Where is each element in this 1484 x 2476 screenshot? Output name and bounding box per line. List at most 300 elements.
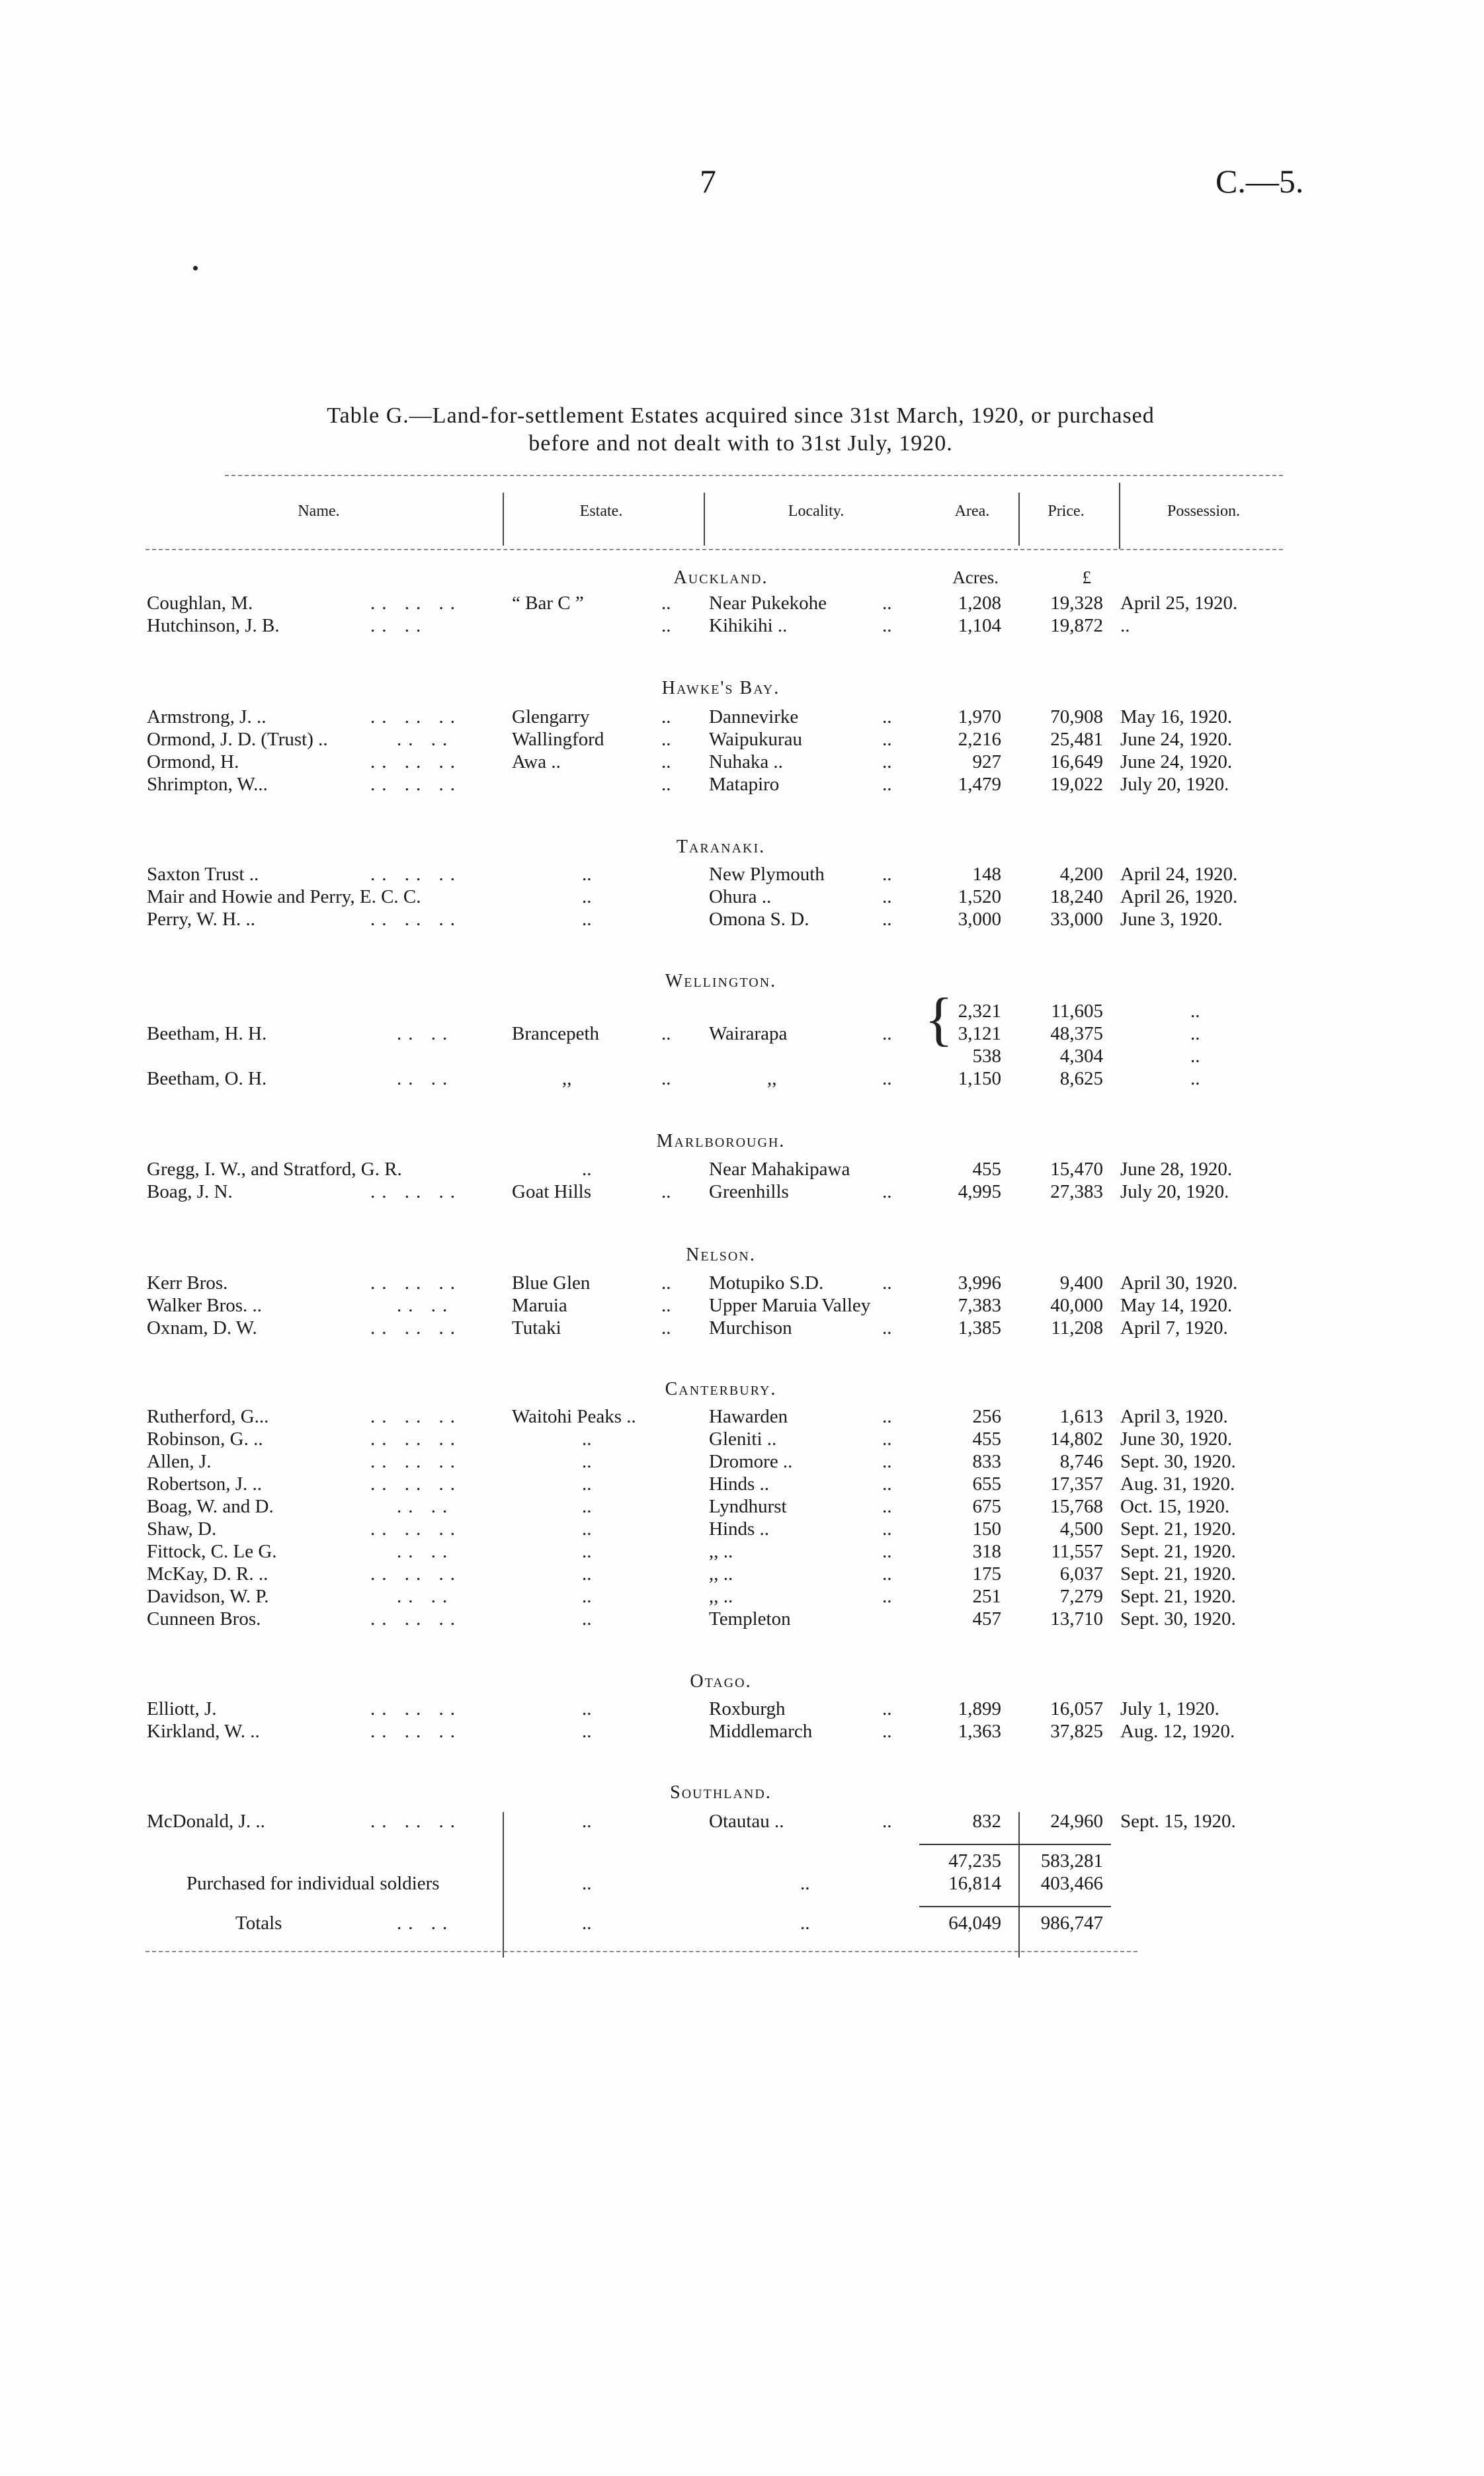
leader-dots: .. ..: [397, 1913, 454, 1934]
cell-possession: Sept. 30, 1920.: [1120, 1608, 1236, 1630]
header-top-rule: [225, 475, 1283, 476]
cell-area: 47,235: [948, 1850, 1001, 1872]
cell-name: Robertson, J. ..: [147, 1473, 262, 1495]
leader-dots: ..: [882, 706, 892, 727]
cell-estate: Goat Hills: [512, 1181, 592, 1202]
cell-area: 675: [972, 1496, 1001, 1517]
cell-name: Beetham, O. H.: [147, 1068, 267, 1089]
cell-area: 175: [972, 1563, 1001, 1585]
cell-price: 25,481: [1050, 729, 1103, 750]
cell-price: 16,057: [1050, 1698, 1103, 1719]
cell-estate: Maruia: [512, 1295, 567, 1316]
cell-possession: April 30, 1920.: [1120, 1272, 1238, 1294]
cell-possession: Aug. 31, 1920.: [1120, 1473, 1235, 1495]
region-auckland: Auckland.: [673, 567, 768, 588]
cell-locality: Templeton: [709, 1608, 791, 1630]
table-row: [0, 1721, 1484, 1743]
leader-dots: .. .. ..: [370, 864, 462, 885]
cell-price: 15,470: [1050, 1159, 1103, 1180]
cell-price: 19,328: [1050, 593, 1103, 614]
cell-name: Armstrong, J. ..: [147, 706, 267, 727]
header-price: Price.: [1048, 503, 1085, 520]
cell-estate: Glengarry: [512, 706, 590, 727]
leader-dots: ..: [661, 774, 671, 795]
subtotal-rule: [919, 1844, 1111, 1845]
cell-name: Perry, W. H. ..: [147, 909, 256, 930]
cell-area: 2,216: [958, 729, 1001, 750]
cell-possession: July 1, 1920.: [1120, 1698, 1219, 1719]
leader-dots: .. .. ..: [370, 593, 462, 614]
table-row: [0, 1451, 1484, 1473]
leader-dots: .. .. ..: [370, 774, 462, 795]
cell-possession: Sept. 21, 1920.: [1120, 1518, 1236, 1540]
cell-price: 11,208: [1051, 1317, 1103, 1339]
leader-dots: ..: [882, 1518, 892, 1540]
leader-dots: .. .. ..: [370, 1473, 462, 1495]
cell-price: 48,375: [1050, 1023, 1103, 1044]
cell-possession: April 3, 1920.: [1120, 1406, 1228, 1427]
cell-area: 1,363: [958, 1721, 1001, 1742]
table-row: [0, 1496, 1484, 1518]
cell-price: 4,200: [1059, 864, 1103, 885]
cell-price: 37,825: [1050, 1721, 1103, 1742]
cell-estate: “ Bar C ”: [512, 593, 584, 614]
units-acres: Acres.: [952, 567, 999, 587]
leader-dots: .. .. ..: [370, 1608, 462, 1630]
cell-area: 3,000: [958, 909, 1001, 930]
cell-possession: ..: [1120, 615, 1130, 636]
subtotal-row: [0, 1850, 1484, 1873]
cell-price: 1,613: [1059, 1406, 1103, 1427]
cell-price: 16,649: [1050, 751, 1103, 772]
table-row: [0, 593, 1484, 615]
cell-price: 15,768: [1050, 1496, 1103, 1517]
leader-dots: ..: [882, 909, 892, 930]
leader-dots: .. .. ..: [370, 1428, 462, 1450]
cell-locality: Lyndhurst: [709, 1496, 787, 1517]
region-marlborough: Marlborough.: [656, 1131, 786, 1151]
leader-dots: ..: [661, 1181, 671, 1202]
cell-possession: June 3, 1920.: [1120, 909, 1223, 930]
cell-name: Totals: [235, 1913, 282, 1934]
cell-possession: Oct. 15, 1920.: [1120, 1496, 1230, 1517]
col-rule: [1119, 483, 1120, 549]
leader-dots: .. ..: [397, 1586, 454, 1607]
cell-price: 6,037: [1059, 1563, 1103, 1585]
cell-possession: Sept. 21, 1920.: [1120, 1541, 1236, 1562]
table-row: [0, 1428, 1484, 1451]
cell-possession: June 24, 1920.: [1120, 729, 1233, 750]
cell-area: 1,385: [958, 1317, 1001, 1339]
leader-dots: ..: [882, 1181, 892, 1202]
cell-area: 455: [972, 1159, 1001, 1180]
cell-name: Shrimpton, W...: [147, 774, 268, 795]
leader-dots: ..: [582, 1473, 592, 1495]
cell-price: 17,357: [1050, 1473, 1103, 1495]
cell-name: Davidson, W. P.: [147, 1586, 269, 1607]
cell-possession: July 20, 1920.: [1120, 774, 1229, 795]
cell-price: 40,000: [1050, 1295, 1103, 1316]
table-bottom-rule: [145, 1951, 1137, 1952]
cell-price: 403,466: [1040, 1873, 1103, 1894]
leader-dots: ..: [882, 1541, 892, 1562]
cell-name: Purchased for individual soldiers: [186, 1873, 440, 1894]
cell-locality: ,, ..: [709, 1563, 733, 1585]
units-pounds: £: [1082, 567, 1091, 587]
table-row: [0, 1518, 1484, 1541]
cell-name: Walker Bros. ..: [147, 1295, 263, 1316]
cell-estate: ,,: [562, 1068, 572, 1089]
cell-area: 927: [972, 751, 1001, 772]
table-row: [0, 1811, 1484, 1833]
cell-possession: ..: [1190, 1046, 1200, 1067]
leader-dots: .. ..: [397, 1541, 454, 1562]
leader-dots: .. ..: [397, 729, 454, 750]
cell-price: 583,281: [1040, 1850, 1103, 1872]
cell-locality: Gleniti ..: [709, 1428, 777, 1450]
cell-name: Ormond, J. D. (Trust) ..: [147, 729, 328, 750]
cell-price: 27,383: [1050, 1181, 1103, 1202]
region-southland: Southland.: [670, 1782, 772, 1803]
leader-dots: .. .. ..: [370, 751, 462, 772]
cell-area: 7,383: [958, 1295, 1001, 1316]
cell-name: Boag, J. N.: [147, 1181, 233, 1202]
leader-dots: ..: [882, 1272, 892, 1294]
leader-dots: ..: [661, 1317, 671, 1339]
leader-dots: .. .. ..: [370, 1811, 462, 1832]
leader-dots: ..: [661, 1023, 671, 1044]
cell-locality: Murchison: [709, 1317, 792, 1339]
leader-dots: .. .. ..: [370, 706, 462, 727]
leader-dots: .. ..: [370, 615, 428, 636]
cell-name: McDonald, J. ..: [147, 1811, 265, 1832]
grouping-brace: {: [925, 987, 954, 1052]
leader-dots: ..: [882, 1698, 892, 1719]
region-hawkes-bay: Hawke's Bay.: [661, 678, 780, 698]
cell-price: 9,400: [1059, 1272, 1103, 1294]
page-number: 7: [700, 163, 716, 200]
table-row: [0, 1272, 1484, 1295]
leader-dots: ..: [582, 1159, 592, 1180]
cell-locality: New Plymouth: [709, 864, 825, 885]
cell-price: 14,802: [1050, 1428, 1103, 1450]
leader-dots: .. .. ..: [370, 1451, 462, 1472]
cell-area: 1,899: [958, 1698, 1001, 1719]
cell-price: 11,557: [1051, 1541, 1103, 1562]
cell-name: Kirkland, W. ..: [147, 1721, 260, 1742]
cell-possession: June 24, 1920.: [1120, 751, 1233, 772]
leader-dots: .. .. ..: [370, 909, 462, 930]
cell-locality: Near Pukekohe: [709, 593, 827, 614]
total-rule: [919, 1906, 1111, 1907]
cell-price: 4,304: [1059, 1046, 1103, 1067]
col-rule: [503, 493, 504, 546]
cell-price: 33,000: [1050, 909, 1103, 930]
header-name: Name.: [298, 503, 340, 520]
cell-locality: Roxburgh: [709, 1698, 786, 1719]
cell-estate: Waitohi Peaks ..: [512, 1406, 636, 1427]
leader-dots: ..: [882, 1563, 892, 1585]
table-row: [0, 615, 1484, 638]
cell-locality: Hinds ..: [709, 1518, 770, 1540]
cell-name: Saxton Trust ..: [147, 864, 259, 885]
totals-row: [0, 1913, 1484, 1935]
col-rule: [704, 493, 705, 546]
cell-locality: Waipukurau: [709, 729, 803, 750]
leader-dots: ..: [882, 1496, 892, 1517]
region-taranaki: Taranaki.: [676, 837, 766, 857]
cell-possession: Sept. 21, 1920.: [1120, 1586, 1236, 1607]
cell-possession: Sept. 30, 1920.: [1120, 1451, 1236, 1472]
region-canterbury: Canterbury.: [665, 1379, 777, 1399]
cell-locality: Hawarden: [709, 1406, 788, 1427]
table-row: [0, 1608, 1484, 1631]
table-row: [0, 1698, 1484, 1721]
leader-dots: ..: [661, 751, 671, 772]
cell-estate: Tutaki: [512, 1317, 561, 1339]
header-estate: Estate.: [579, 503, 623, 520]
leader-dots: .. .. ..: [370, 1181, 462, 1202]
leader-dots: .. .. ..: [370, 1406, 462, 1427]
cell-locality: Otautau ..: [709, 1811, 784, 1832]
cell-locality: Wairarapa: [709, 1023, 788, 1044]
leader-dots: .. .. ..: [370, 1317, 462, 1339]
cell-locality: Ohura ..: [709, 886, 772, 907]
leader-dots: ..: [882, 774, 892, 795]
region-nelson: Nelson.: [686, 1245, 756, 1265]
cell-area: 3,121: [958, 1023, 1001, 1044]
cell-locality: Hinds ..: [709, 1473, 770, 1495]
header-possession: Possession.: [1167, 503, 1241, 520]
leader-dots: ..: [882, 1068, 892, 1089]
leader-dots: ..: [582, 1698, 592, 1719]
leader-dots: ..: [882, 593, 892, 614]
cell-price: 19,022: [1050, 774, 1103, 795]
cell-price: 8,746: [1059, 1451, 1103, 1472]
cell-area: 4,995: [958, 1181, 1001, 1202]
table-row: [0, 751, 1484, 774]
table-title-line2: before and not dealt with to 31st July, 1920.: [528, 431, 953, 456]
cell-price: 24,960: [1050, 1811, 1103, 1832]
leader-dots: ..: [882, 1473, 892, 1495]
cell-area: 1,208: [958, 593, 1001, 614]
region-otago: Otago.: [690, 1671, 752, 1692]
cell-price: 11,605: [1051, 1001, 1103, 1022]
leader-dots: ..: [582, 1451, 592, 1472]
cell-area: 16,814: [948, 1873, 1001, 1894]
cell-area: 1,520: [958, 886, 1001, 907]
cell-locality: Omona S. D.: [709, 909, 809, 930]
cell-possession: April 24, 1920.: [1120, 864, 1238, 885]
cell-possession: Aug. 12, 1920.: [1120, 1721, 1235, 1742]
leader-dots: ..: [661, 593, 671, 614]
cell-area: 251: [972, 1586, 1001, 1607]
cell-locality: Near Mahakipawa: [709, 1159, 850, 1180]
leader-dots: ..: [882, 886, 892, 907]
cell-possession: May 14, 1920.: [1120, 1295, 1233, 1316]
cell-locality: Motupiko S.D.: [709, 1272, 824, 1294]
cell-locality: Dannevirke: [709, 706, 799, 727]
cell-locality: ,,: [767, 1068, 777, 1089]
cell-possession: Sept. 15, 1920.: [1120, 1811, 1236, 1832]
cell-price: 13,710: [1050, 1608, 1103, 1630]
leader-dots: ..: [882, 1023, 892, 1044]
leader-dots: ..: [582, 1496, 592, 1517]
table-row: [0, 1317, 1484, 1340]
cell-possession: May 16, 1920.: [1120, 706, 1233, 727]
leader-dots: .. ..: [397, 1068, 454, 1089]
cell-area: 455: [972, 1428, 1001, 1450]
col-rule: [1018, 493, 1020, 546]
cell-possession: July 20, 1920.: [1120, 1181, 1229, 1202]
table-row: [0, 1541, 1484, 1563]
cell-name: Shaw, D.: [147, 1518, 217, 1540]
leader-dots: .. .. ..: [370, 1721, 462, 1742]
leader-dots: ..: [582, 1586, 592, 1607]
cell-area: 256: [972, 1406, 1001, 1427]
region-wellington: Wellington.: [665, 971, 777, 991]
individual-soldiers-row: [0, 1873, 1484, 1895]
cell-locality: Nuhaka ..: [709, 751, 783, 772]
cell-possession: April 7, 1920.: [1120, 1317, 1228, 1339]
cell-estate: Blue Glen: [512, 1272, 591, 1294]
leader-dots: ..: [582, 886, 592, 907]
cell-area: 833: [972, 1451, 1001, 1472]
ink-speck: [193, 266, 198, 270]
leader-dots: .. ..: [397, 1496, 454, 1517]
cell-price: 19,872: [1050, 615, 1103, 636]
table-row: [0, 886, 1484, 909]
cell-area: 3,996: [958, 1272, 1001, 1294]
leader-dots: .. .. ..: [370, 1518, 462, 1540]
cell-locality: Kihikihi ..: [709, 615, 788, 636]
table-row: [0, 1181, 1484, 1204]
cell-area: 655: [972, 1473, 1001, 1495]
leader-dots: ..: [882, 864, 892, 885]
cell-name: Kerr Bros.: [147, 1272, 228, 1294]
cell-area: 64,049: [948, 1913, 1001, 1934]
leader-dots: ..: [661, 729, 671, 750]
table-row: [0, 1406, 1484, 1428]
leader-dots: ..: [582, 1811, 592, 1832]
cell-estate: Wallingford: [512, 729, 604, 750]
leader-dots: ..: [882, 1586, 892, 1607]
cell-name: Robinson, G. ..: [147, 1428, 263, 1450]
cell-area: 1,970: [958, 706, 1001, 727]
table-row: [0, 1001, 1484, 1023]
leader-dots: ..: [582, 1873, 592, 1894]
cell-name: Elliott, J.: [147, 1698, 217, 1719]
leader-dots: ..: [882, 1406, 892, 1427]
leader-dots: ..: [582, 864, 592, 885]
leader-dots: ..: [582, 1518, 592, 1540]
leader-dots: ..: [582, 1541, 592, 1562]
leader-dots: ..: [661, 1068, 671, 1089]
table-row: [0, 1046, 1484, 1068]
leader-dots: ..: [882, 1811, 892, 1832]
document-reference: C.—5.: [1216, 163, 1304, 200]
table-row: [0, 1023, 1484, 1046]
cell-name: Mair and Howie and Perry, E. C. C.: [147, 886, 421, 907]
cell-possession: ..: [1190, 1001, 1200, 1022]
cell-name: Coughlan, M.: [147, 593, 253, 614]
cell-area: 832: [972, 1811, 1001, 1832]
leader-dots: ..: [882, 1428, 892, 1450]
cell-area: 1,104: [958, 615, 1001, 636]
table-row: [0, 706, 1484, 729]
leader-dots: ..: [661, 1295, 671, 1316]
cell-area: 148: [972, 864, 1001, 885]
leader-dots: ..: [582, 1721, 592, 1742]
cell-area: 318: [972, 1541, 1001, 1562]
leader-dots: ..: [582, 1913, 592, 1934]
cell-name: Hutchinson, J. B.: [147, 615, 280, 636]
cell-estate: Brancepeth: [512, 1023, 600, 1044]
cell-name: Oxnam, D. W.: [147, 1317, 257, 1339]
cell-area: 1,150: [958, 1068, 1001, 1089]
cell-name: McKay, D. R. ..: [147, 1563, 268, 1585]
leader-dots: ..: [661, 706, 671, 727]
leader-dots: ..: [661, 1272, 671, 1294]
cell-estate: Awa ..: [512, 751, 561, 772]
leader-dots: ..: [882, 1721, 892, 1742]
cell-name: Cunneen Bros.: [147, 1608, 261, 1630]
leader-dots: ..: [800, 1873, 810, 1894]
leader-dots: ..: [582, 1428, 592, 1450]
table-row: [0, 1295, 1484, 1317]
cell-name: Rutherford, G...: [147, 1406, 269, 1427]
cell-name: Boag, W. and D.: [147, 1496, 274, 1517]
leader-dots: ..: [582, 909, 592, 930]
cell-possession: Sept. 21, 1920.: [1120, 1563, 1236, 1585]
cell-area: 457: [972, 1608, 1001, 1630]
cell-price: 4,500: [1059, 1518, 1103, 1540]
cell-name: Allen, J.: [147, 1451, 212, 1472]
cell-locality: Matapiro: [709, 774, 780, 795]
leader-dots: .. .. ..: [370, 1272, 462, 1294]
cell-possession: April 26, 1920.: [1120, 886, 1238, 907]
leader-dots: ..: [882, 1451, 892, 1472]
cell-name: Gregg, I. W., and Stratford, G. R.: [147, 1159, 402, 1180]
table-row: [0, 909, 1484, 931]
header-locality: Locality.: [788, 503, 845, 520]
cell-area: 2,321: [958, 1001, 1001, 1022]
table-title-line1: Table G.—Land-for-settlement Estates acquired since 31st March, 1920, or purchased: [327, 403, 1155, 428]
cell-locality: ,, ..: [709, 1541, 733, 1562]
header-area: Area.: [954, 503, 990, 520]
table-row: [0, 1159, 1484, 1181]
leader-dots: .. ..: [397, 1295, 454, 1316]
cell-possession: June 28, 1920.: [1120, 1159, 1233, 1180]
table-row: [0, 1586, 1484, 1608]
cell-possession: ..: [1190, 1068, 1200, 1089]
leader-dots: .. ..: [397, 1023, 454, 1044]
leader-dots: ..: [882, 1317, 892, 1339]
cell-area: 1,479: [958, 774, 1001, 795]
cell-name: Ormond, H.: [147, 751, 239, 772]
leader-dots: ..: [882, 615, 892, 636]
leader-dots: .. .. ..: [370, 1698, 462, 1719]
cell-price: 986,747: [1040, 1913, 1103, 1934]
leader-dots: ..: [882, 751, 892, 772]
cell-possession: ..: [1190, 1023, 1200, 1044]
cell-price: 7,279: [1059, 1586, 1103, 1607]
table-row: [0, 1068, 1484, 1091]
cell-price: 18,240: [1050, 886, 1103, 907]
cell-locality: Upper Maruia Valley: [709, 1295, 871, 1316]
cell-locality: Middlemarch: [709, 1721, 813, 1742]
table-row: [0, 774, 1484, 796]
